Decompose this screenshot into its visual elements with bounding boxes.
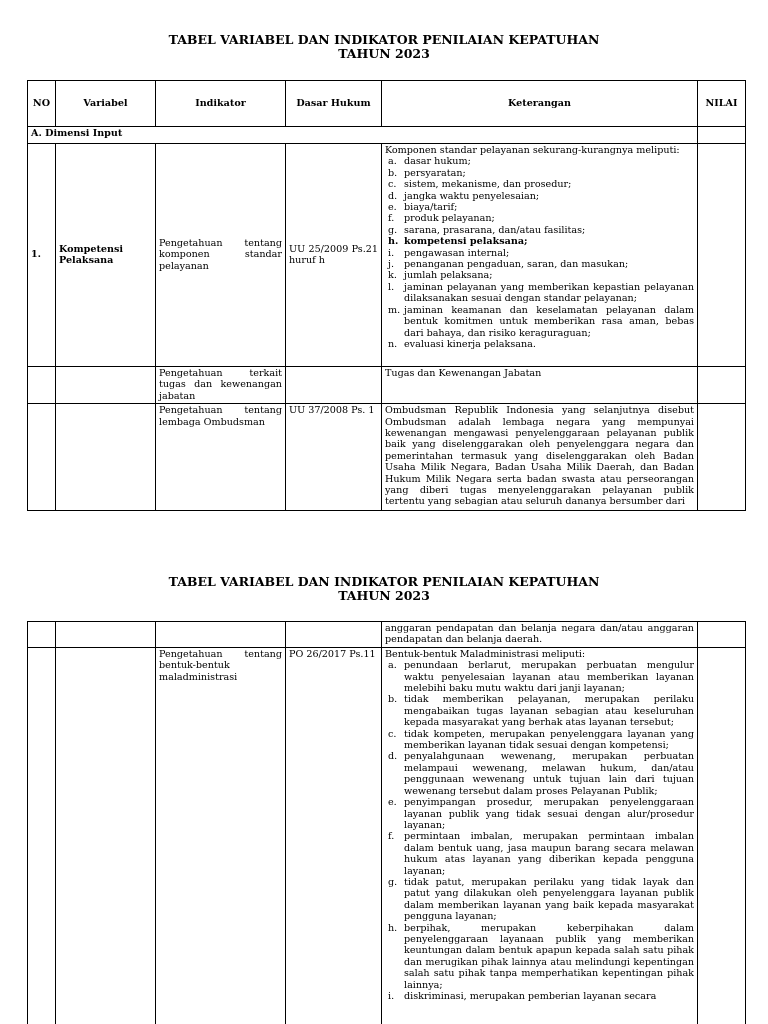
table-row [28, 367, 746, 404]
list-text: berpihak, merupakan keberpihakan dalam penyelenggaraan layanaan publik yang memberikan keuntungan dalam bentuk apapun kepada salah satu pihak dan merugikan pihak lainnya atau melindungi kepentingan salah satu pihak tanpa memperhatikan kepentingan pihak lainnya; [404, 922, 694, 991]
list-text: pengawasan internal; [404, 247, 510, 259]
dasar-hukum-cell: PO 26/2017 Ps.11 [286, 647, 382, 1024]
table-row [28, 144, 746, 367]
list-text: produk pelayanan; [404, 213, 495, 225]
row-number [28, 622, 56, 648]
list-text: penanganan pengaduan, saran, dan masukan; [404, 259, 629, 271]
dimension-label: A. Dimensi Input [28, 127, 698, 144]
list-marker: n. [388, 338, 398, 350]
header-row [28, 81, 746, 127]
list-marker: f. [388, 213, 395, 225]
list-marker: c. [388, 728, 397, 740]
title-line-1: TABEL VARIABEL DAN INDIKATOR PENILAIAN KEPATUHAN [168, 574, 600, 589]
col-dasar-hukum: Dasar Hukum [286, 81, 382, 127]
list-item [385, 831, 694, 877]
list-marker: m. [388, 304, 401, 316]
list-item [385, 168, 694, 179]
list-text: kompetensi pelaksana; [404, 236, 528, 248]
indikator-cell: Pengetahuan tentang lembaga Ombudsman [156, 404, 286, 511]
list-item [385, 225, 694, 236]
list-item [385, 179, 694, 190]
keterangan-cell [382, 144, 698, 367]
list-item [385, 213, 694, 224]
list-item [385, 259, 694, 270]
list-marker: d. [388, 190, 398, 202]
page-2 [0, 520, 768, 1024]
keterangan-intro: Bentuk-bentuk Maladministrasi meliputi: [385, 648, 586, 660]
list-item [385, 248, 694, 259]
list-text: jumlah pelaksana; [404, 270, 493, 282]
list-text: tidak kompeten, merupakan penyelenggara layanan yang memberikan layanan tidak sesuai dengan kompetensi; [404, 728, 694, 752]
list-item [385, 660, 694, 694]
list-item [385, 923, 694, 991]
title-line-2: TAHUN 2023 [338, 46, 430, 61]
list-marker: a. [388, 156, 397, 168]
list-text: dasar hukum; [404, 156, 471, 168]
list-marker: a. [388, 660, 397, 672]
dasar-hukum-cell: UU 25/2009 Ps.21 huruf h [286, 144, 382, 367]
nilai-cell [698, 127, 746, 144]
list-item [385, 991, 694, 1002]
list-item [385, 339, 694, 350]
dimension-row [28, 127, 746, 144]
list-text: evaluasi kinerja pelaksana. [404, 338, 536, 350]
list-text: persyaratan; [404, 167, 466, 179]
indikator-cell: Pengetahuan tentang komponen standar pelayanan [156, 144, 286, 367]
nilai-cell [698, 144, 746, 367]
variabel-cell: Kompetensi Pelaksana [56, 144, 156, 367]
list-text: tidak memberikan pelayanan, merupakan perilaku mengabaikan tugas layanan sebagian atau keseluruhan kepada masyarakat yang berhak atas layanan tersebut; [404, 694, 694, 729]
list-item [385, 191, 694, 202]
row-number [28, 367, 56, 404]
list-marker: g. [388, 876, 398, 888]
list-text: sistem, mekanisme, dan prosedur; [404, 179, 572, 191]
list-item [385, 305, 694, 339]
variabel-cell [56, 404, 156, 511]
dasar-hukum-cell: UU 37/2008 Ps. 1 [286, 404, 382, 511]
list-marker: f. [388, 831, 395, 843]
variabel-cell [56, 367, 156, 404]
list-item [385, 156, 694, 167]
indicator-table-continued [27, 621, 746, 1024]
list-marker: l. [388, 281, 395, 293]
list-marker: h. [388, 236, 399, 248]
keterangan-cell: Tugas dan Kewenangan Jabatan [382, 367, 698, 404]
col-indikator: Indikator [156, 81, 286, 127]
list-marker: h. [388, 922, 398, 934]
indikator-cell: Pengetahuan terkait tugas dan kewenangan jabatan [156, 367, 286, 404]
dasar-hukum-cell [286, 622, 382, 648]
list-text: diskriminasi, merupakan pemberian layanan secara [404, 991, 657, 1002]
nilai-cell [698, 404, 746, 511]
col-no: NO [28, 81, 56, 127]
list-marker: j. [388, 259, 395, 271]
nilai-cell [698, 367, 746, 404]
list-marker: b. [388, 167, 398, 179]
row-number [28, 404, 56, 511]
list-marker: b. [388, 694, 398, 706]
list-marker: i. [388, 991, 395, 1002]
row-number [28, 647, 56, 1024]
list-marker: k. [388, 270, 397, 282]
list-item [385, 694, 694, 728]
list-text: permintaan imbalan, merupakan permintaan imbalan dalam bentuk uang, jasa maupun barang secara melawan hukum atas layanan yang diberikan kepada pengguna layanan; [404, 831, 694, 877]
list-item [385, 797, 694, 831]
list-marker: e. [388, 797, 397, 809]
col-variabel: Variabel [56, 81, 156, 127]
component-list [385, 156, 694, 350]
maladministration-list [385, 660, 694, 1002]
table-row [28, 404, 746, 511]
col-nilai: NILAI [698, 81, 746, 127]
list-text: jangka waktu penyelesaian; [404, 190, 540, 202]
list-text: penyimpangan prosedur, merupakan penyelenggaraan layanan publik yang tidak sesuai dengan alur/prosedur layanan; [404, 797, 694, 831]
variabel-cell [56, 647, 156, 1024]
table-row [28, 647, 746, 1024]
list-marker: d. [388, 751, 398, 763]
keterangan-cell: Ombudsman Republik Indonesia yang selanjutnya disebut Ombudsman adalah lembaga negara yang mempunyai kewenangan mengawasi penyelenggaraan pelayanan publik baik yang diselenggarakan oleh penyelenggara negara dan pemerintahan termasuk yang diselenggarakan oleh Badan Usaha Milik Negara, Badan Usaha Milik Daerah, dan Badan Hukum Milik Negara serta badan swasta atau perseorangan yang diberi tugas menyelenggarakan pelayanan publik tertentu yang sebagian atau seluruh dananya bersumber dari [382, 404, 698, 511]
list-text: tidak patut, merupakan perilaku yang tidak layak dan patut yang dilakukan oleh penyelenggara layanan publik dalam memberikan layanan yang baik kepada masyarakat pengguna layanan; [404, 876, 694, 923]
list-text: penundaan berlarut, merupakan perbuatan mengulur waktu penyelesaian layanan atau memberikan layanan melebihi baku mutu waktu dari janji layanan; [404, 660, 694, 695]
list-marker: g. [388, 224, 398, 236]
table-row [28, 622, 746, 648]
list-text: sarana, prasarana, dan/atau fasilitas; [404, 224, 586, 236]
list-marker: i. [388, 247, 395, 259]
keterangan-cell: anggaran pendapatan dan belanja negara dan/atau anggaran pendapatan dan belanja daerah. [382, 622, 698, 648]
indikator-cell: Pengetahuan tentang bentuk-bentuk maladministrasi [156, 647, 286, 1024]
col-keterangan: Keterangan [382, 81, 698, 127]
list-item [385, 751, 694, 797]
list-item [385, 729, 694, 752]
dasar-hukum-cell [286, 367, 382, 404]
variabel-cell [56, 622, 156, 648]
indicator-table [27, 80, 746, 511]
nilai-cell [698, 647, 746, 1024]
row-number: 1. [28, 144, 56, 367]
keterangan-cell [382, 647, 698, 1024]
indikator-cell [156, 622, 286, 648]
list-marker: e. [388, 202, 397, 214]
list-item [385, 282, 694, 305]
list-marker: c. [388, 179, 397, 191]
list-text: jaminan pelayanan yang memberikan kepastian pelayanan dilaksanakan sesuai dengan standar pelayanan; [404, 281, 694, 305]
list-item [385, 270, 694, 281]
doc-title [0, 33, 768, 61]
doc-title [0, 575, 768, 603]
list-item [385, 877, 694, 923]
list-text: penyalahgunaan wewenang, merupakan perbuatan melampaui wewenang, melawan hukum, dan/atau penggunaan wewenang untuk tujuan lain dari tujuan wewenang tersebut dalam proses Pelayanan Publik; [404, 751, 694, 797]
list-text: biaya/tarif; [404, 202, 458, 214]
title-line-1: TABEL VARIABEL DAN INDIKATOR PENILAIAN KEPATUHAN [168, 32, 600, 47]
list-item [385, 202, 694, 213]
title-line-2: TAHUN 2023 [338, 588, 430, 603]
list-item [385, 236, 694, 247]
nilai-cell [698, 622, 746, 648]
keterangan-intro: Komponen standar pelayanan sekurang-kurangnya meliputi: [385, 145, 680, 156]
list-text: jaminan keamanan dan keselamatan pelayanan dalam bentuk komitmen untuk memberikan rasa aman, bebas dari bahaya, dan risiko keraguraguan; [404, 304, 694, 339]
